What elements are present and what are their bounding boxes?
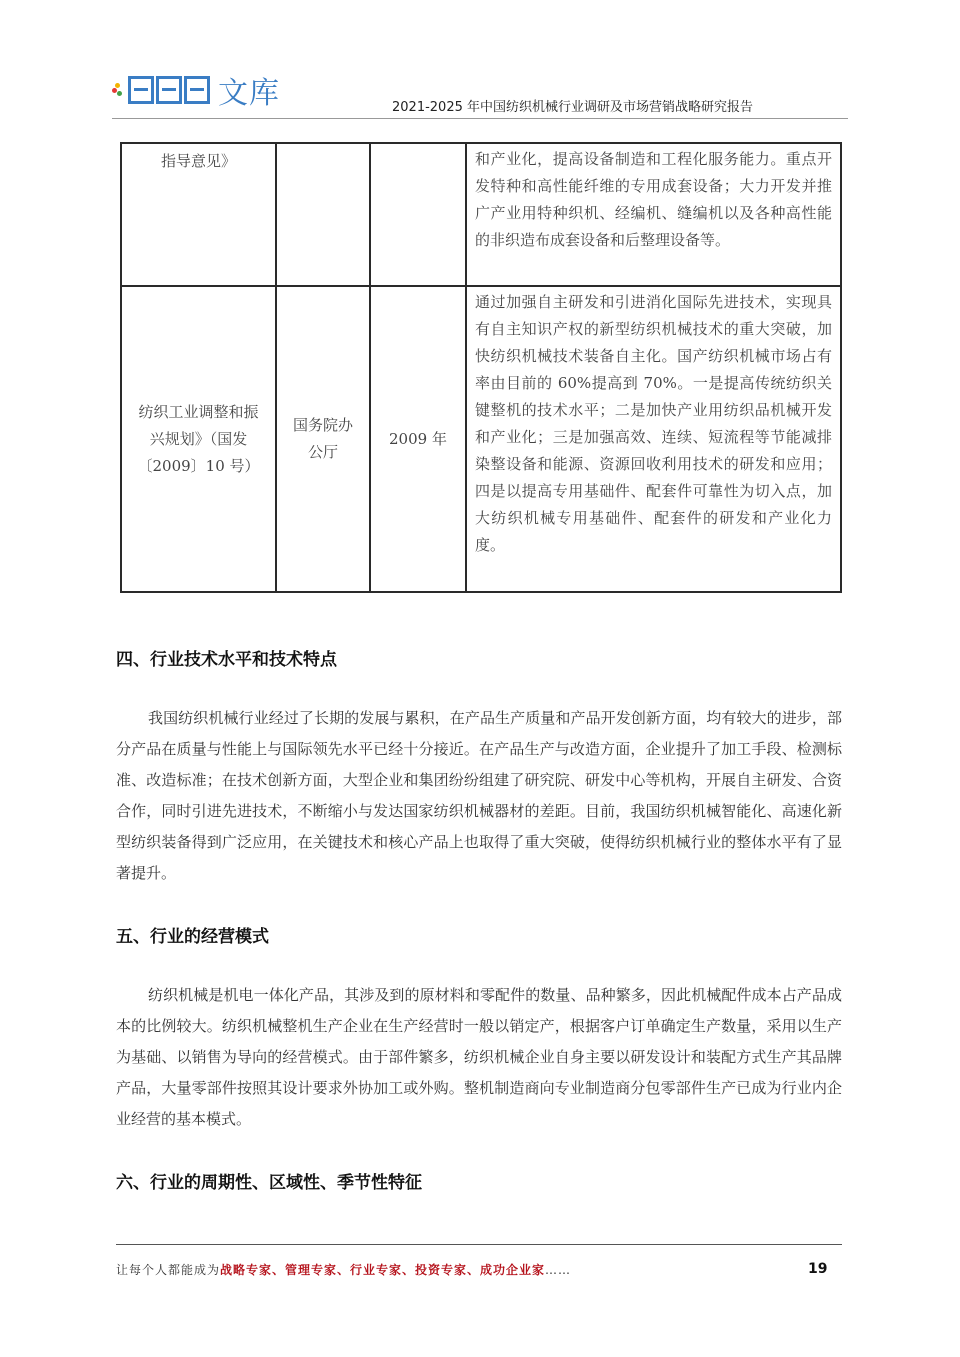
logo-dots-icon <box>112 83 124 97</box>
section-heading: 四、行业技术水平和技术特点 <box>116 650 337 670</box>
table-row <box>121 143 841 286</box>
issuer-cell: 国务院办公厅 <box>276 286 370 592</box>
page-number: 19 <box>808 1261 828 1277</box>
policy-name-cell: 指导意见》 <box>121 143 276 286</box>
policy-table <box>120 142 842 593</box>
footer-prefix: 让每个人都能成为 <box>116 1263 221 1277</box>
content-cell: 和产业化，提高设备制造和工程化服务能力。重点开发特种和高性能纤维的专用成套设备；大力开发并推广产业用特种织机、经编机、缝编机以及各种高性能的非织造布成套设备和后整理设备等。 <box>466 143 841 286</box>
logo-mark-icon <box>128 76 210 104</box>
footer-highlight: 战略专家、管理专家、行业专家、投资专家、成功企业家 <box>220 1263 546 1277</box>
footer-slogan <box>116 1261 571 1278</box>
footer-divider <box>116 1244 842 1245</box>
logo-text: 文库 <box>218 76 280 111</box>
section-paragraph: 我国纺织机械行业经过了长期的发展与累积，在产品生产质量和产品开发创新方面，均有较大的进步，部分产品在质量与性能上与国际领先水平已经十分接近。在产品生产与改造方面，企业提升了加工手段、检测标准、改造标准；在技术创新方面，大型企业和集团纷纷组建了研究院、研发中心等机构，开展自主研发、合资合作，同时引进先进技术，不断缩小与发达国家纺织机械器材的差距。目前，我国纺织机械智能化、高速化新型纺织装备得到广泛应用，在关键技术和核心产品上也取得了重大突破，使得纺织机械行业的整体水平有了显著提升。 <box>116 709 842 882</box>
policy-name-cell: 纺织工业调整和振兴规划》（国发〔2009〕10 号） <box>121 286 276 592</box>
header-divider <box>112 118 848 119</box>
table-row <box>121 286 841 592</box>
issuer-cell <box>276 143 370 286</box>
page-header <box>112 70 848 120</box>
year-cell: 2009 年 <box>370 286 466 592</box>
section-heading: 五、行业的经营模式 <box>116 927 269 947</box>
logo[interactable] <box>112 70 280 110</box>
footer-suffix: …… <box>545 1263 572 1277</box>
section-heading: 六、行业的周期性、区域性、季节性特征 <box>116 1173 422 1193</box>
report-title: 2021-2025 年中国纺织机械行业调研及市场营销战略研究报告 <box>392 100 753 115</box>
content-cell: 通过加强自主研发和引进消化国际先进技术，实现具有自主知识产权的新型纺织机械技术的重大突破，加快纺织机械技术装备自主化。国产纺织机械市场占有率由目前的 60%提高到 70%。一是提高传统纺织关键整机的技术水平；二是加快产业用纺织品机械开发和产业化；三是加强高效、连续、短流程等节能减排染整设备和能源、资源回收利用技术的研发和应用；四是以提高专用基础件、配套件可靠性为切入点，加大纺织机械专用基础件、配套件的研发和产业化力度。 <box>466 286 841 592</box>
year-cell <box>370 143 466 286</box>
section-paragraph: 纺织机械是机电一体化产品，其涉及到的原材料和零配件的数量、品种繁多，因此机械配件成本占产品成本的比例较大。纺织机械整机生产企业在生产经营时一般以销定产，根据客户订单确定生产数量，采用以生产为基础、以销售为导向的经营模式。由于部件繁多，纺织机械企业自身主要以研发设计和装配方式生产其品牌产品，大量零部件按照其设计要求外协加工或外购。整机制造商向专业制造商分包零部件生产已成为行业内企业经营的基本模式。 <box>116 986 842 1128</box>
